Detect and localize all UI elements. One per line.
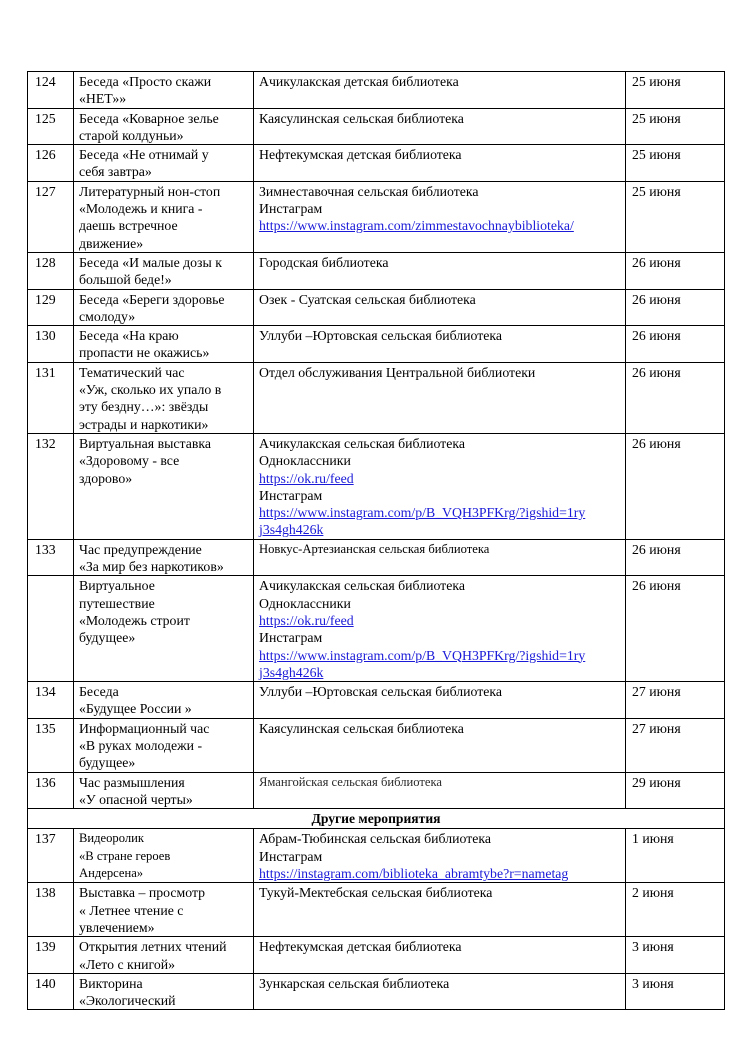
venue-cell xyxy=(254,433,626,539)
cell-text-line: старой колдуньи» xyxy=(79,127,184,143)
cell-text-line: Тематический час xyxy=(79,364,185,380)
link-url[interactable]: j3s4gh426k xyxy=(259,522,324,538)
row-number: 127 xyxy=(28,181,74,252)
row-number: 126 xyxy=(28,145,74,182)
cell-text-line: увлечением» xyxy=(79,919,155,935)
cell-text-line: «Будущее России » xyxy=(79,701,192,717)
event-date: 25 июня xyxy=(626,72,725,109)
venue-cell xyxy=(254,108,626,145)
section-title: Другие мероприятия xyxy=(28,809,725,829)
cell-text-line: Виртуальное xyxy=(79,578,155,594)
venue-cell xyxy=(254,772,626,809)
table-row xyxy=(28,433,725,539)
cell-text-line: Беседа xyxy=(79,684,119,700)
cell-text-line: Беседа «Береги здоровье xyxy=(79,291,225,307)
event-date: 3 июня xyxy=(626,937,725,974)
cell-text-line: «В руках молодежи - xyxy=(79,737,203,753)
venue-cell xyxy=(254,682,626,719)
cell-text-line: «Здоровому - все xyxy=(79,453,180,469)
link-url[interactable]: https://www.instagram.com/p/B_VQH3PFKrg/?igshid=1ry xyxy=(259,647,586,663)
cell-text-line: путешествие xyxy=(79,595,155,611)
cell-text-line: Зункарская сельская библиотека xyxy=(259,975,450,991)
event-date: 26 июня xyxy=(626,362,725,433)
cell-text-line: Викторина xyxy=(79,975,143,991)
row-number: 136 xyxy=(28,772,74,809)
cell-text-line: Ачикулакская сельская библиотека xyxy=(259,435,465,451)
cell-text-line: Открытия летних чтений xyxy=(79,939,227,955)
cell-text-line: Видеоролик xyxy=(79,831,145,846)
cell-text-line: Беседа «На краю xyxy=(79,328,179,344)
venue-cell xyxy=(254,973,626,1010)
table-row xyxy=(28,576,725,682)
event-title xyxy=(74,326,254,363)
row-number: 132 xyxy=(28,433,74,539)
event-date: 26 июня xyxy=(626,252,725,289)
cell-text-line: Озек - Суатская сельская библиотека xyxy=(259,291,476,307)
table-row xyxy=(28,145,725,182)
cell-text-line: «Уж, сколько их упало в xyxy=(79,382,222,398)
cell-text-line: здорово» xyxy=(79,470,133,486)
cell-text-line: Беседа «И малые дозы к xyxy=(79,254,222,270)
event-title xyxy=(74,362,254,433)
cell-text-line: себя завтра» xyxy=(79,164,152,180)
cell-text-line: «Молодежь строит xyxy=(79,612,190,628)
cell-text-line: Нефтекумская детская библиотека xyxy=(259,147,462,163)
cell-text-line: Беседа «Не отнимай у xyxy=(79,147,209,163)
table-row xyxy=(28,326,725,363)
document-page xyxy=(27,71,724,1010)
cell-text-line: Литературный нон-стоп xyxy=(79,183,221,199)
cell-text-line: Уллуби –Юртовская сельская библиотека xyxy=(259,328,503,344)
event-title xyxy=(74,772,254,809)
event-date: 25 июня xyxy=(626,108,725,145)
event-title xyxy=(74,718,254,772)
event-date: 26 июня xyxy=(626,433,725,539)
venue-cell xyxy=(254,72,626,109)
cell-text-line: Инстаграм xyxy=(259,201,323,217)
event-title xyxy=(74,72,254,109)
event-date: 25 июня xyxy=(626,181,725,252)
event-title xyxy=(74,937,254,974)
cell-text-line: Ямангойская сельская библиотека xyxy=(259,774,442,789)
cell-text-line: «У опасной черты» xyxy=(79,791,193,807)
row-number: 140 xyxy=(28,973,74,1010)
table-row xyxy=(28,252,725,289)
cell-text-line: Зимнеставочная сельская библиотека xyxy=(259,183,479,199)
venue-cell xyxy=(254,829,626,883)
cell-text-line: Инстаграм xyxy=(259,487,323,503)
cell-text-line: «За мир без наркотиков» xyxy=(79,559,224,575)
table-row xyxy=(28,181,725,252)
cell-text-line: Беседа «Коварное зелье xyxy=(79,110,219,126)
table-row xyxy=(28,72,725,109)
cell-text-line: « Летнее чтение с xyxy=(79,902,184,918)
event-date: 2 июня xyxy=(626,883,725,937)
event-title xyxy=(74,289,254,326)
cell-text-line: Беседа «Просто скажи xyxy=(79,74,212,89)
venue-cell xyxy=(254,252,626,289)
events-table-body xyxy=(28,72,725,1010)
cell-text-line: «В стране героев xyxy=(79,848,171,863)
cell-text-line: Ачикулакская сельская библиотека xyxy=(259,578,465,594)
event-date: 25 июня xyxy=(626,145,725,182)
cell-text-line: Инстаграм xyxy=(259,630,323,646)
cell-text-line: Одноклассники xyxy=(259,453,351,469)
cell-text-line: Одноклассники xyxy=(259,595,351,611)
venue-cell xyxy=(254,576,626,682)
table-row xyxy=(28,829,725,883)
row-number: 130 xyxy=(28,326,74,363)
cell-text-line: большой беде!» xyxy=(79,272,172,288)
cell-text-line: Ачикулакская детская библиотека xyxy=(259,74,459,89)
table-row xyxy=(28,682,725,719)
table-row xyxy=(28,108,725,145)
cell-text-line: Информационный час xyxy=(79,720,210,736)
cell-text-line: «Молодежь и книга - xyxy=(79,201,203,217)
event-title xyxy=(74,883,254,937)
event-date: 27 июня xyxy=(626,682,725,719)
cell-text-line: Андерсена» xyxy=(79,866,144,881)
event-title xyxy=(74,181,254,252)
cell-text-line: Час предупреждение xyxy=(79,541,202,557)
table-row xyxy=(28,883,725,937)
event-title xyxy=(74,108,254,145)
event-title xyxy=(74,829,254,883)
row-number: 124 xyxy=(28,72,74,109)
table-row xyxy=(28,362,725,433)
row-number: 125 xyxy=(28,108,74,145)
event-date: 27 июня xyxy=(626,718,725,772)
row-number: 135 xyxy=(28,718,74,772)
event-date: 26 июня xyxy=(626,576,725,682)
event-title xyxy=(74,682,254,719)
row-number: 131 xyxy=(28,362,74,433)
cell-text-line: движение» xyxy=(79,235,144,251)
cell-text-line: пропасти не окажись» xyxy=(79,345,210,361)
row-number: 133 xyxy=(28,539,74,576)
section-header-row xyxy=(28,809,725,829)
cell-text-line: Новкус-Артезианская сельская библиотека xyxy=(259,541,490,556)
cell-text-line: Абрам-Тюбинская сельская библиотека xyxy=(259,831,491,847)
venue-cell xyxy=(254,718,626,772)
cell-text-line: Тукуй-Мектебская сельская библиотека xyxy=(259,885,493,901)
event-title xyxy=(74,576,254,682)
link-url[interactable]: https://ok.ru/feed xyxy=(259,470,354,486)
cell-text-line: эстрады и наркотики» xyxy=(79,416,209,432)
event-date: 26 июня xyxy=(626,289,725,326)
table-row xyxy=(28,973,725,1010)
row-number: 128 xyxy=(28,252,74,289)
cell-text-line: Час размышления xyxy=(79,774,185,790)
venue-cell xyxy=(254,937,626,974)
row-number: 129 xyxy=(28,289,74,326)
event-title xyxy=(74,252,254,289)
link-url[interactable]: https://www.instagram.com/zimmestavochnaybiblioteka/ xyxy=(259,218,574,234)
link-url[interactable]: j3s4gh426k xyxy=(259,664,324,680)
row-number: 139 xyxy=(28,937,74,974)
venue-cell xyxy=(254,362,626,433)
link-url[interactable]: https://instagram.com/biblioteka_abramtybe?r=nametag xyxy=(259,866,569,882)
cell-text-line: смолоду» xyxy=(79,308,136,324)
table-row xyxy=(28,772,725,809)
cell-text-line: даешь встречное xyxy=(79,218,178,234)
event-date: 1 июня xyxy=(626,829,725,883)
venue-cell xyxy=(254,289,626,326)
event-title xyxy=(74,973,254,1010)
events-table xyxy=(27,71,725,1010)
venue-cell xyxy=(254,883,626,937)
cell-text-line: Нефтекумская детская библиотека xyxy=(259,939,462,955)
row-number: 138 xyxy=(28,883,74,937)
event-date: 26 июня xyxy=(626,539,725,576)
table-row xyxy=(28,289,725,326)
link-url[interactable]: https://www.instagram.com/p/B_VQH3PFKrg/?igshid=1ry xyxy=(259,505,586,521)
cell-text-line: Инстаграм xyxy=(259,848,323,864)
table-row xyxy=(28,937,725,974)
cell-text-line: Городская библиотека xyxy=(259,254,389,270)
cell-text-line: Выставка – просмотр xyxy=(79,885,206,901)
cell-text-line: эту бездну…»: звёзды xyxy=(79,399,209,415)
cell-text-line: Каясулинская сельская библиотека xyxy=(259,720,464,736)
cell-text-line: Отдел обслуживания Центральной библиотеки xyxy=(259,364,536,380)
event-date: 26 июня xyxy=(626,326,725,363)
event-title xyxy=(74,145,254,182)
venue-cell xyxy=(254,539,626,576)
event-title xyxy=(74,433,254,539)
cell-text-line: будущее» xyxy=(79,630,136,646)
cell-text-line: Каясулинская сельская библиотека xyxy=(259,110,464,126)
table-row xyxy=(28,718,725,772)
row-number: 137 xyxy=(28,829,74,883)
cell-text-line: «Лето с книгой» xyxy=(79,956,176,972)
row-number xyxy=(28,576,74,682)
row-number: 134 xyxy=(28,682,74,719)
event-title xyxy=(74,539,254,576)
cell-text-line: «НЕТ»» xyxy=(79,91,127,107)
event-date: 3 июня xyxy=(626,973,725,1010)
cell-text-line: «Экологический xyxy=(79,993,176,1009)
venue-cell xyxy=(254,181,626,252)
cell-text-line: будущее» xyxy=(79,755,136,771)
table-row xyxy=(28,539,725,576)
event-date: 29 июня xyxy=(626,772,725,809)
link-url[interactable]: https://ok.ru/feed xyxy=(259,612,354,628)
cell-text-line: Виртуальная выставка xyxy=(79,435,211,451)
venue-cell xyxy=(254,326,626,363)
venue-cell xyxy=(254,145,626,182)
cell-text-line: Уллуби –Юртовская сельская библиотека xyxy=(259,684,503,700)
